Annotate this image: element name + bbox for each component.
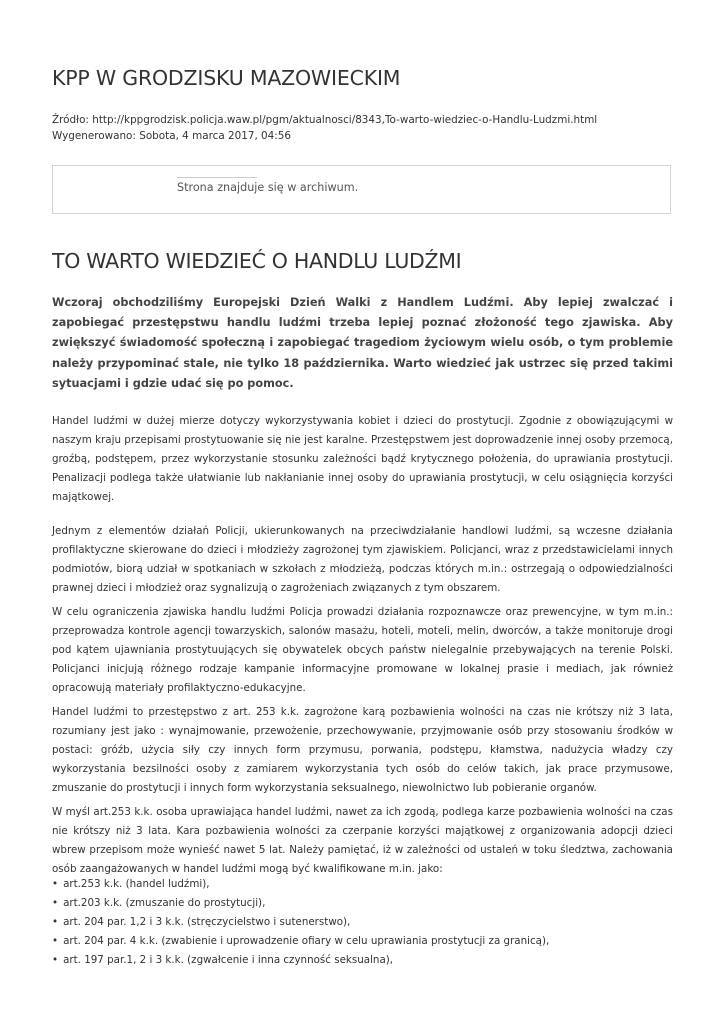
source-line: Źródło: http://kppgrodzisk.policja.waw.pl/pgm/aktualnosci/8343,To-warto-wiedziec-o-Handlu-Ludzmi.html <box>52 114 598 126</box>
list-item: • art.203 k.k. (zmuszanie do prostytucji), <box>52 894 549 913</box>
list-item: • art. 197 par.1, 2 i 3 k.k. (zgwałcenie i inna czynność seksualna), <box>52 951 549 970</box>
article-paragraph: Handel ludźmi to przestępstwo z art. 253 k.k. zagrożone karą pozbawienia wolności na czas nie krótszy niż 3 lata, rozumiany jest jako : wynajmowanie, przewożenie, przechowywanie, przyjmowanie osób przy stosowaniu środków w postaci: gróźb, użycia siły czy innych form przymusu, porwania, podstępu, kłamstwa, nadużycia władzy czy wykorzystania bezsilności osoby z zamiarem wykorzystania tych osób do celów takich, jak prace przymusowe, zmuszanie do prostytucji i innych form wykorzystania seksualnego, niewolnictwo lub pobieranie organów. <box>52 706 673 794</box>
archive-notice-text: Strona znajduje się w archiwum. <box>177 181 359 194</box>
archive-divider <box>177 177 257 178</box>
site-title: KPP W GRODZISKU MAZOWIECKIM <box>52 66 401 90</box>
list-item: • art.253 k.k. (handel ludźmi), <box>52 875 549 894</box>
article-paragraph: Jednym z elementów działań Policji, ukierunkowanych na przeciwdziałanie handlowi ludźmi, są wczesne działania profilaktyczne skierowane do dzieci i młodzieży zagrożonej tym zjawiskiem. Policjanci, wraz z przedstawicielami innych podmiotów, biorą udział w spotkaniach w szkołach z młodzieżą, podczas których m.in.: ostrzegają o odpowiedzialności prawnej dzieci i młodzież oraz sygnalizują o zagrożeniach związanych z tym obszarem. <box>52 525 673 594</box>
article-paragraph: W celu ograniczenia zjawiska handlu ludźmi Policja prowadzi działania rozpoznawcze oraz prewencyjne, w tym m.in.: przeprowadza kontrole agencji towarzyskich, salonów masażu, hoteli, moteli, melin, dworców, a także monitoruje drogi pod kątem ujawniania prostytuujących się obywatelek obcych państw nielegalnie przebywających na terenie Polski. Policjanci inicjują różnego rodzaje kampanie informacyjne promowane w lokalnej prasie i mediach, jak również opracowują materiały profilaktyczno-edukacyjne. <box>52 606 673 694</box>
archive-notice-box <box>52 165 671 214</box>
list-item: • art. 204 par. 1,2 i 3 k.k. (stręczycielstwo i sutenerstwo), <box>52 913 549 932</box>
article-title: TO WARTO WIEDZIEĆ O HANDLU LUDŹMI <box>52 249 462 273</box>
article-paragraph: W myśl art.253 k.k. osoba uprawiająca handel ludźmi, nawet za ich zgodą, podlega karze pozbawienia wolności na czas nie krótszy niż 3 lata. Kara pozbawienia wolności za czerpanie korzyści majątkowej z organizowania adopcji dzieci wbrew przepisom może wynieść nawet 5 lat. Należy pamiętać, iż w zależności od ustaleń w toku śledztwa, zachowania osób zaangażowanych w handel ludźmi mogą być kwalifikowane m.in. jako: <box>52 806 673 875</box>
list-item: • art. 204 par. 4 k.k. (zwabienie i uprowadzenie ofiary w celu uprawiania prostytucji za granicą), <box>52 932 549 951</box>
crime-list <box>52 875 549 970</box>
document-meta <box>52 113 597 144</box>
generated-line: Wygenerowano: Sobota, 4 marca 2017, 04:56 <box>52 129 291 142</box>
article-paragraph: Handel ludźmi w dużej mierze dotyczy wykorzystywania kobiet i dzieci do prostytucji. Zgodnie z obowiązującymi w naszym kraju przepisami prostytuowanie się nie jest karalne. Przestępstwem jest doprowadzenie innej osoby przemocą, groźbą, podstępem, przez wykorzystanie stosunku zależności bądź krytycznego położenia, do uprawiania prostytucji. Penalizacji podlega także ułatwianie lub nakłanianie innej osoby do uprawiania prostytucji, w celu osiągnięcia korzyści majątkowej. <box>52 415 673 503</box>
article-lead: Wczoraj obchodziliśmy Europejski Dzień Walki z Handlem Ludźmi. Aby lepiej zwalczać i zapobiegać przestępstwu handlu ludźmi trzeba lepiej poznać złożoność tego zjawiska. Aby zwiększyć świadomość społeczną i zapobiegać tragediom życiowym wielu osób, o tym problemie należy przypominać stale, nie tylko 18 października. Warto wiedzieć jak ustrzec się przed takimi sytuacjami i gdzie udać się po pomoc. <box>52 296 673 390</box>
